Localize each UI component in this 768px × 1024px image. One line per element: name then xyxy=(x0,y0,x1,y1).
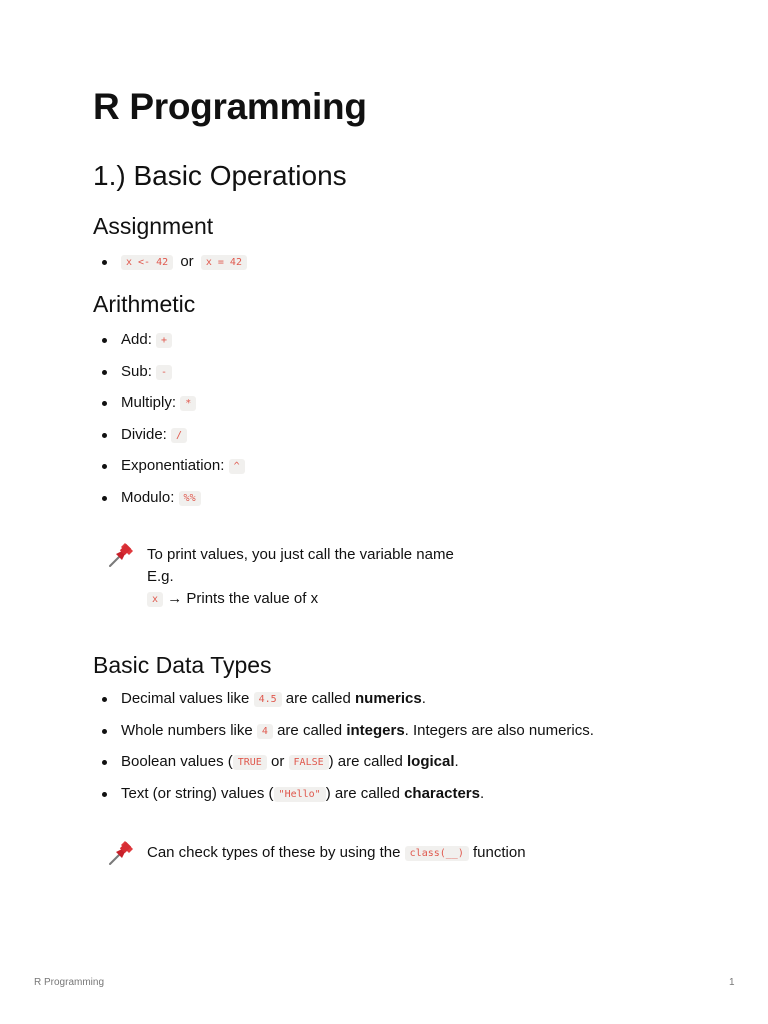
callout-body: To print values, you just call the variable name E.g. x → Prints the value of x xyxy=(147,546,454,607)
inline-code: x xyxy=(147,592,163,607)
footer-title: R Programming xyxy=(34,977,105,988)
list-item: Boolean values ( TRUE or FALSE ) are called logical. xyxy=(93,752,594,773)
inline-code: "Hello" xyxy=(274,787,326,802)
inline-code: %% xyxy=(179,491,201,506)
data-types-list xyxy=(93,689,594,805)
assignment-list xyxy=(93,252,247,273)
heading-basic-data-types: Basic Data Types xyxy=(93,652,272,678)
list-item: Decimal values like 4.5 are called numerics. xyxy=(93,689,594,710)
inline-code: / xyxy=(171,428,187,443)
list-item: Divide: / xyxy=(93,425,245,446)
heading-assignment: Assignment xyxy=(93,213,214,239)
list-item xyxy=(93,252,247,273)
inline-code: * xyxy=(180,396,196,411)
page-title: R Programming xyxy=(93,86,367,127)
inline-code: x <- 42 xyxy=(121,255,173,270)
inline-code: - xyxy=(156,365,172,380)
inline-code: FALSE xyxy=(289,755,329,770)
pushpin-icon xyxy=(107,837,137,867)
list-item: Sub: - xyxy=(93,362,245,383)
inline-code: 4.5 xyxy=(254,692,282,707)
or-text: or xyxy=(180,253,194,270)
list-item: Modulo: %% xyxy=(93,488,245,509)
page-number: 1 xyxy=(729,977,735,988)
arithmetic-list xyxy=(93,330,245,509)
inline-code: 4 xyxy=(257,724,273,739)
list-item: Add: + xyxy=(93,330,245,351)
inline-code: TRUE xyxy=(233,755,267,770)
heading-arithmetic: Arithmetic xyxy=(93,291,196,317)
list-item: Text (or string) values ( "Hello" ) are called characters. xyxy=(93,784,594,805)
list-item: Multiply: * xyxy=(93,393,245,414)
inline-code: + xyxy=(156,333,172,348)
list-item: Whole numbers like 4 are called integers. Integers are also numerics. xyxy=(93,721,594,742)
inline-code: ^ xyxy=(229,459,245,474)
section-heading-basic-operations: 1.) Basic Operations xyxy=(93,160,347,191)
inline-code: class(__) xyxy=(405,846,469,861)
list-item: Exponentiation: ^ xyxy=(93,456,245,477)
callout-body: Can check types of these by using the class(__) function xyxy=(147,844,526,861)
pushpin-icon xyxy=(107,539,137,569)
inline-code: x = 42 xyxy=(201,255,247,270)
